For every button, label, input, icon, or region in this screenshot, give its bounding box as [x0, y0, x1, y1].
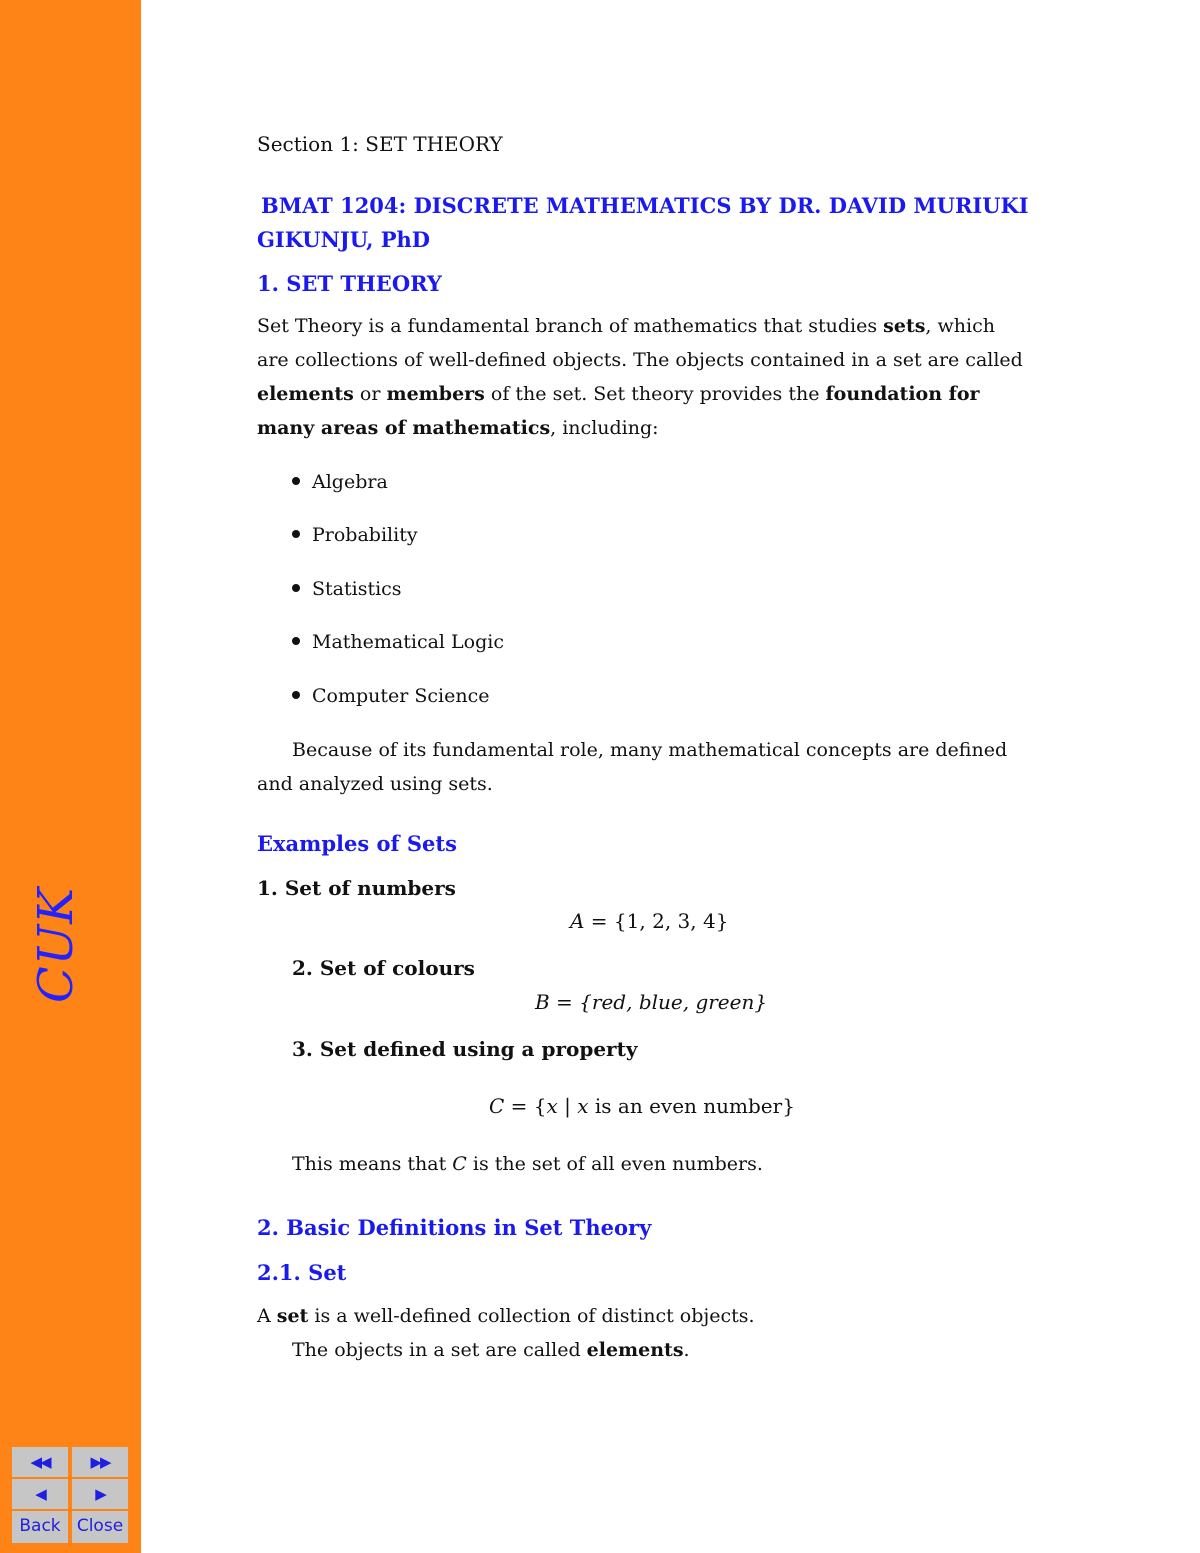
previous-page-button[interactable]: ◀ — [12, 1479, 68, 1509]
list-item: Statistics — [292, 578, 402, 600]
bullet-icon — [292, 530, 300, 538]
list-item: Algebra — [292, 471, 388, 493]
means-line: This means that C is the set of all even numbers. — [292, 1153, 763, 1175]
intro-line-1: Set Theory is a fundamental branch of mathematics that studies sets, which — [257, 315, 995, 337]
first-page-button[interactable]: ◀◀ — [12, 1447, 68, 1477]
example-3-heading: 3. Set defined using a property — [292, 1037, 638, 1061]
section-header: Section 1: SET THEORY — [257, 132, 503, 156]
section-1-heading: 1. SET THEORY — [257, 271, 442, 296]
section-2-1-heading: 2.1. Set — [257, 1260, 347, 1285]
sidebar — [0, 0, 141, 1553]
navigation-panel — [12, 1447, 129, 1543]
bullet-icon — [292, 691, 300, 699]
list-item: Computer Science — [292, 685, 490, 707]
example-1-formula: A = {1, 2, 3, 4} — [570, 909, 729, 933]
intro-line-2: are collections of well-defined objects. The objects contained in a set are called — [257, 349, 1023, 371]
example-2-heading: 2. Set of colours — [292, 956, 475, 980]
examples-heading: Examples of Sets — [257, 831, 457, 856]
because-line-2: and analyzed using sets. — [257, 773, 493, 795]
document-title-line2: GIKUNJU, PhD — [257, 227, 430, 252]
close-button[interactable]: Close — [72, 1511, 128, 1543]
brand-logo: CUK — [28, 886, 84, 1004]
bullet-icon — [292, 584, 300, 592]
section-2-heading: 2. Basic Definitions in Set Theory — [257, 1215, 652, 1240]
because-line-1: Because of its fundamental role, many mathematical concepts are defined — [292, 739, 1008, 761]
document-title-line1: BMAT 1204: DISCRETE MATHEMATICS BY DR. DAVID MURIUKI — [261, 193, 1029, 218]
back-button[interactable]: Back — [12, 1511, 68, 1543]
elements-definition: The objects in a set are called elements. — [292, 1339, 690, 1361]
example-1-heading: 1. Set of numbers — [257, 876, 456, 900]
list-item: Probability — [292, 524, 418, 546]
bullet-icon — [292, 477, 300, 485]
example-2-formula: B = {red, blue, green} — [535, 990, 768, 1014]
list-item: Mathematical Logic — [292, 631, 504, 653]
next-page-button[interactable]: ▶ — [72, 1479, 128, 1509]
last-page-button[interactable]: ▶▶ — [72, 1447, 128, 1477]
intro-line-3: elements or members of the set. Set theory provides the foundation for — [257, 383, 980, 405]
example-3-formula: C = {x | x is an even number} — [489, 1094, 795, 1118]
bullet-icon — [292, 637, 300, 645]
intro-line-4: many areas of mathematics, including: — [257, 417, 659, 439]
set-definition: A set is a well-defined collection of distinct objects. — [257, 1305, 755, 1327]
